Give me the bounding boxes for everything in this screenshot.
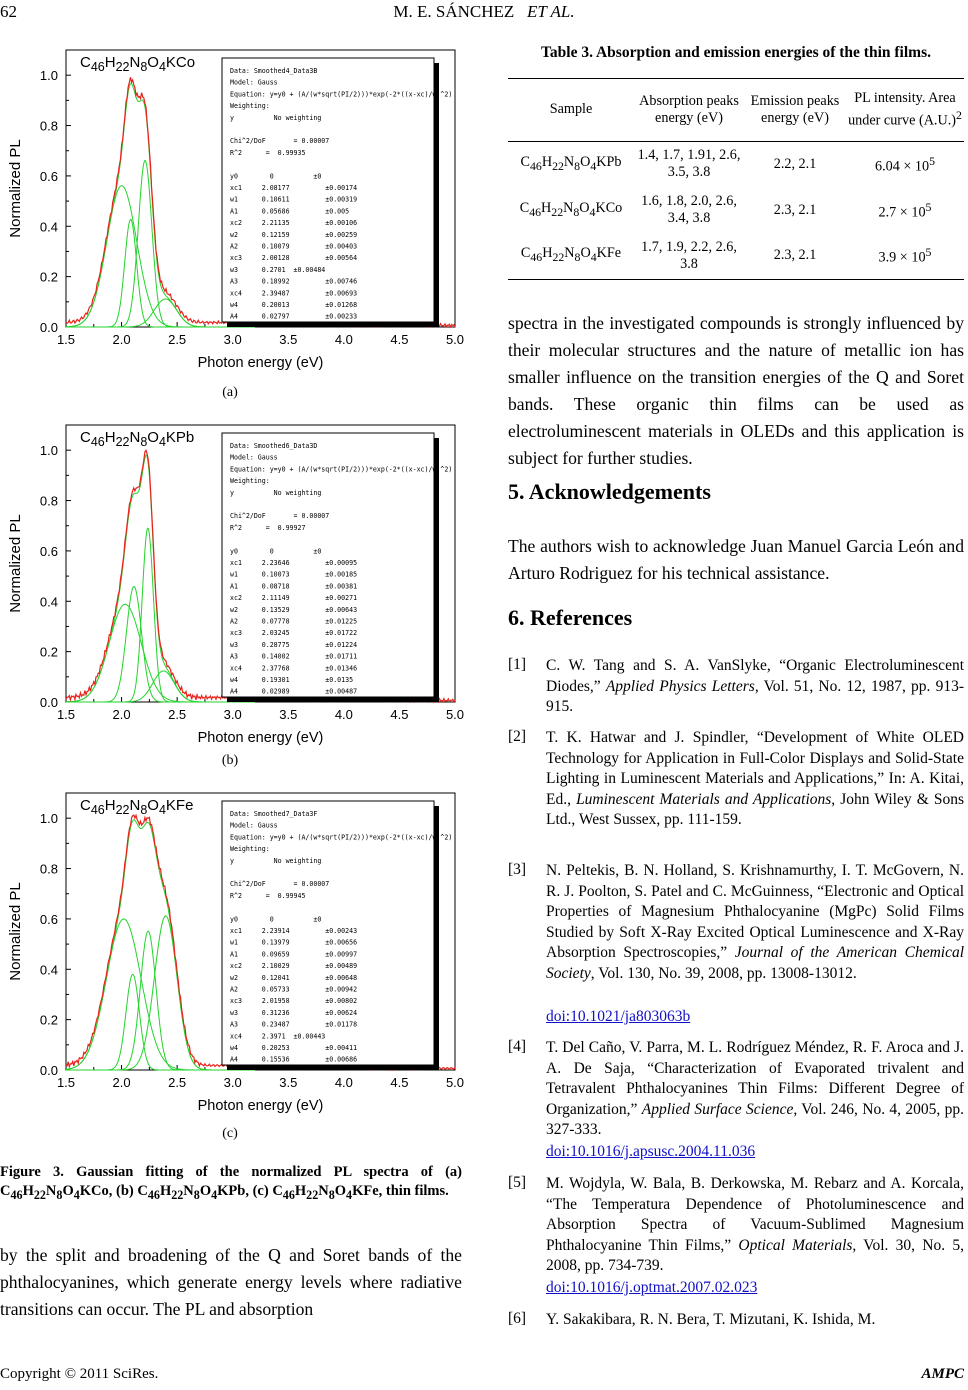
compound-formula: $C_{46}H_{22}N_8O_4KPb$ bbox=[80, 429, 195, 449]
ref-number: [5] bbox=[508, 1174, 527, 1191]
pl-spectrum-chart bbox=[0, 785, 465, 1155]
pl-spectrum-chart bbox=[0, 42, 465, 412]
table-cell: $C_{46}H_{22}N_8O_4KCo$ bbox=[519, 199, 623, 219]
fit-result-line: y0 0 ±0 bbox=[230, 915, 322, 924]
fit-result-line: A1 0.08718 ±0.00381 bbox=[230, 582, 358, 591]
ack-heading: 5. Acknowledgements bbox=[508, 479, 711, 504]
fit-result-line: y0 0 ±0 bbox=[230, 172, 322, 181]
x-tick-label: 3.5 bbox=[279, 707, 298, 722]
reference-item: C. W. Tang and S. A. VanSlyke, “Organic Electroluminescent Diodes,” Applied Physics Letters, Vol. 51, No. 12, 1987, pp. 913-915. bbox=[546, 657, 964, 715]
reference-doi-link[interactable]: doi:10.1016/j.apsusc.2004.11.036 bbox=[546, 1143, 756, 1160]
x-tick-label: 2.5 bbox=[168, 1075, 187, 1090]
x-tick-label: 2.0 bbox=[112, 1075, 131, 1090]
fit-result-line: w3 0.31236 ±0.00624 bbox=[230, 1008, 358, 1017]
reference-item: T. Del Caño, V. Parra, M. L. Rodríguez Méndez, R. F. Aroca and J. A. De Saja, “Characterization of Evaporated trivalent and Tetravalent Phthalocyanines Thin Films: Different Degree of Organization,” Applied Surface Science, Vol. 246, No. 4, 2005, pp. 327-333. bbox=[546, 1039, 964, 1138]
fit-result-line: A3 0.18992 ±0.00746 bbox=[230, 277, 358, 286]
x-tick-label: 4.0 bbox=[334, 1075, 353, 1090]
fit-result-line: Weighting: bbox=[230, 102, 270, 111]
y-tick-label: 0.6 bbox=[39, 911, 58, 927]
y-axis-label: Normalized PL bbox=[7, 139, 24, 238]
fit-result-line: xc1 2.08177 ±0.00174 bbox=[230, 184, 358, 192]
ref-number: [2] bbox=[508, 728, 527, 745]
table-cell: 2.3, 2.1 bbox=[773, 201, 817, 218]
page-number: 62 bbox=[0, 2, 17, 21]
figure-3b bbox=[0, 417, 465, 787]
fit-result-line: A1 0.09659 ±0.00997 bbox=[230, 950, 358, 959]
x-tick-label: 4.5 bbox=[390, 332, 409, 347]
running-header-authors: M. E. SÁNCHEZ bbox=[393, 2, 515, 21]
x-tick-label: 2.0 bbox=[112, 332, 131, 347]
fit-result-line: xc3 2.01958 ±0.00802 bbox=[230, 997, 358, 1006]
fit-result-line: R^2 = 0.99935 bbox=[230, 148, 306, 157]
fit-result-line: Weighting: bbox=[230, 845, 270, 854]
x-tick-label: 4.0 bbox=[334, 332, 353, 347]
fit-result-line: y No weighting bbox=[230, 113, 322, 122]
table-cell: $2.7 \times 10^5$ bbox=[878, 199, 932, 221]
y-tick-label: 0.8 bbox=[39, 118, 58, 134]
y-tick-label: 0.8 bbox=[39, 861, 58, 877]
x-tick-label: 3.0 bbox=[223, 707, 242, 722]
fit-result-line: xc2 2.10029 ±0.00489 bbox=[230, 962, 358, 971]
y-axis-label: Normalized PL bbox=[7, 882, 24, 981]
figure-3b-label: (b) bbox=[221, 753, 239, 768]
table-title: Table 3. Absorption and emission energies of the thin films. bbox=[541, 44, 931, 61]
y-tick-label: 1.0 bbox=[39, 811, 58, 827]
fit-result-line: w1 0.13979 ±0.00656 bbox=[230, 938, 358, 947]
x-tick-label: 1.5 bbox=[56, 707, 76, 722]
fit-result-line: A4 0.02797 ±0.00233 bbox=[230, 312, 358, 321]
footer-copyright: Copyright © 2011 SciRes. bbox=[0, 1366, 159, 1382]
fit-result-line: xc4 2.37768 ±0.01346 bbox=[230, 664, 358, 673]
reference-doi-link[interactable]: doi:10.1021/ja803063b bbox=[546, 1008, 691, 1025]
fit-result-line: R^2 = 0.99945 bbox=[230, 891, 306, 900]
x-tick-label: 1.5 bbox=[56, 1075, 76, 1090]
table-cell: 1.6, 1.8, 2.0, 2.6, 3.4, 3.8 bbox=[641, 193, 737, 226]
fit-result-line: Weighting: bbox=[230, 477, 270, 486]
fit-result-line: xc1 2.23914 ±0.00243 bbox=[230, 927, 358, 935]
pl-spectrum-chart bbox=[0, 417, 465, 787]
ref-number: [4] bbox=[508, 1038, 527, 1055]
right-paragraph: spectra in the investigated compounds is strongly influenced by their molecular structures and the nature of metallic ion has smaller influence on the transition energies of the Q and Soret bands. These organic thin films can be used as electroluminescent materials in OLEDs and this application is subject for further studies. bbox=[508, 313, 964, 468]
y-tick-label: 0.4 bbox=[39, 962, 58, 978]
x-axis-label: Photon energy (eV) bbox=[197, 1098, 324, 1114]
fit-result-line: A1 0.05686 ±0.005 bbox=[230, 207, 350, 216]
compound-formula: $C_{46}H_{22}N_8O_4KFe$ bbox=[80, 797, 194, 817]
x-tick-label: 4.5 bbox=[390, 707, 409, 722]
compound-label bbox=[80, 427, 230, 455]
fit-result-line: A3 0.23487 ±0.01178 bbox=[230, 1020, 358, 1029]
footer-journal: AMPC bbox=[921, 1366, 964, 1382]
y-axis-label: Normalized PL bbox=[7, 514, 24, 613]
y-tick-label: 0.6 bbox=[39, 168, 58, 184]
ref-number: [1] bbox=[508, 656, 527, 673]
compound-label bbox=[80, 795, 230, 823]
table-header-cell: Emission peaks energy (eV) bbox=[750, 92, 840, 126]
fit-result-line: A2 0.05733 ±0.00942 bbox=[230, 985, 358, 994]
fit-result-line: w2 0.12159 ±0.00259 bbox=[230, 230, 358, 239]
x-tick-label: 3.0 bbox=[223, 1075, 242, 1090]
x-tick-label: 3.5 bbox=[279, 1075, 298, 1090]
compound-formula: $C_{46}H_{22}N_8O_4KCo$ bbox=[80, 54, 196, 74]
running-header-etal: ET AL. bbox=[527, 2, 575, 21]
y-tick-label: 0.4 bbox=[39, 594, 58, 610]
x-tick-label: 4.5 bbox=[390, 1075, 409, 1090]
reference-item: M. Wojdyla, W. Bala, B. Derkowska, M. Rebarz and A. Korcala, “The Temperatura Dependence of Photoluminescence and Absorption Spectra of Vacuum-Sublimed Magnesium Phthalocyanine Thin Films,” Optical Materials, Vol. 30, No. 5, 2008, pp. 734-739. bbox=[546, 1175, 964, 1274]
fit-result-line: Equation: y=y0 + (A/(w*sqrt(PI/2)))*exp(-2*((x-xc)/w)^2) bbox=[230, 90, 453, 99]
table-cell: 1.4, 1.7, 1.91, 2.6, 3.5, 3.8 bbox=[637, 147, 741, 181]
x-tick-label: 2.5 bbox=[168, 332, 187, 347]
references-heading: 6. References bbox=[508, 605, 633, 630]
x-tick-label: 3.5 bbox=[279, 332, 298, 347]
fit-result-line: y No weighting bbox=[230, 488, 322, 497]
fit-result-line: Chi^2/DoF = 0.00007 bbox=[230, 137, 330, 146]
y-tick-label: 0.0 bbox=[39, 695, 58, 710]
y-tick-label: 0.0 bbox=[39, 1063, 58, 1078]
fit-result-line: Model: Gauss bbox=[230, 821, 278, 830]
fit-result-line: w2 0.12041 ±0.00648 bbox=[230, 973, 358, 982]
fit-result-line: Chi^2/DoF = 0.00007 bbox=[230, 512, 330, 521]
figure-3c-label: (c) bbox=[222, 1126, 238, 1141]
running-header bbox=[0, 2, 968, 22]
fit-result-line: A4 0.02989 ±0.00487 bbox=[230, 687, 358, 696]
y-tick-label: 0.4 bbox=[39, 219, 58, 235]
fit-result-line: xc1 2.23646 ±0.00095 bbox=[230, 559, 358, 567]
fit-result-line: xc2 2.21135 ±0.00106 bbox=[230, 219, 358, 228]
fit-result-line: w3 0.2701 ±0.00484 bbox=[230, 265, 326, 274]
fit-result-line: Chi^2/DoF = 0.00007 bbox=[230, 880, 330, 889]
fit-result-line: xc3 2.03245 ±0.01722 bbox=[230, 629, 358, 638]
fit-result-line: y0 0 ±0 bbox=[230, 547, 322, 556]
y-tick-label: 0.2 bbox=[39, 1012, 58, 1028]
fit-result-line: A2 0.07778 ±0.01225 bbox=[230, 617, 358, 626]
table-cell: $C_{46}H_{22}N_8O_4KPb$ bbox=[520, 153, 622, 173]
figure-3a-label: (a) bbox=[222, 385, 238, 400]
reference-doi-link[interactable]: doi:10.1016/j.optmat.2007.02.023 bbox=[546, 1279, 758, 1296]
x-tick-label: 1.5 bbox=[56, 332, 76, 347]
fit-result-line: w1 0.10611 ±0.00319 bbox=[230, 195, 358, 204]
fit-result-line: w2 0.13529 ±0.00643 bbox=[230, 605, 358, 614]
ref-number: [3] bbox=[508, 861, 527, 878]
x-tick-label: 5.0 bbox=[445, 332, 465, 347]
table-cell: 2.2, 2.1 bbox=[773, 155, 817, 172]
table-header-cell: Absorption peaks energy (eV) bbox=[639, 92, 739, 126]
table-header-cell: Sample bbox=[549, 101, 593, 118]
y-tick-label: 1.0 bbox=[39, 68, 58, 84]
fit-result-line: Equation: y=y0 + (A/(w*sqrt(PI/2)))*exp(-2*((x-xc)/w)^2) bbox=[230, 833, 453, 842]
fit-result-line: A4 0.15536 ±0.00686 bbox=[230, 1055, 358, 1064]
fit-result-line: xc4 2.3971 ±0.00443 bbox=[230, 1032, 326, 1041]
y-tick-label: 1.0 bbox=[39, 443, 58, 459]
table-cell: $6.04 \times 10^5$ bbox=[874, 153, 936, 175]
reference-item: T. K. Hatwar and J. Spindler, “Development of White OLED Technology for Application in Full-Color Displays and Solid-State Lighting in Luminescent Materials and Applications,” In: A. Kitai, Ed., Luminescent Materials and Applications, John Wiley & Sons Ltd., West Sussex, pp. 111-159. bbox=[546, 729, 965, 828]
left-paragraph: by the split and broadening of the Q and Soret bands of the phthalocyanines, which generate energy levels where radiative transitions can occur. The PL and absorption bbox=[0, 1245, 462, 1319]
x-tick-label: 5.0 bbox=[445, 1075, 465, 1090]
fit-result-line: xc4 2.39487 ±0.00693 bbox=[230, 289, 358, 298]
fit-result-line: Model: Gauss bbox=[230, 453, 278, 462]
x-tick-label: 3.0 bbox=[223, 332, 242, 347]
table-3 bbox=[508, 79, 964, 280]
x-tick-label: 2.0 bbox=[112, 707, 131, 722]
compound-label bbox=[80, 52, 230, 80]
figure-caption: Figure 3. Gaussian fitting of the normalized PL spectra of (a) $C_{46}H_{22}N_8O_4KCo$, (b) $C_{46}H_{22}N_8O_4KPb$, (c) $C_{46}H_{22}N_8O_4KFe$, thin films. bbox=[0, 1164, 462, 1202]
table-header-cell: PL intensity. Area under curve $(A.U.)^2$ bbox=[848, 89, 962, 129]
fit-result-line: y No weighting bbox=[230, 856, 322, 865]
y-tick-label: 0.8 bbox=[39, 493, 58, 509]
x-axis-label: Photon energy (eV) bbox=[197, 730, 324, 746]
fit-result-line: xc2 2.11149 ±0.00271 bbox=[230, 594, 358, 603]
x-tick-label: 4.0 bbox=[334, 707, 353, 722]
fit-result-line: Equation: y=y0 + (A/(w*sqrt(PI/2)))*exp(-2*((x-xc)/w)^2) bbox=[230, 465, 453, 474]
y-tick-label: 0.2 bbox=[39, 644, 58, 660]
fit-result-line: Model: Gauss bbox=[230, 78, 278, 87]
reference-item: Y. Sakakibara, R. N. Bera, T. Mizutani, K. Ishida, M. bbox=[546, 1311, 876, 1328]
x-axis-label: Photon energy (eV) bbox=[197, 355, 324, 371]
fit-result-line: Data: Smoothed6_Data3D bbox=[230, 442, 318, 450]
y-tick-label: 0.6 bbox=[39, 543, 58, 559]
fit-result-line: w1 0.10073 ±0.00185 bbox=[230, 570, 358, 579]
fit-result-line: A2 0.10079 ±0.00403 bbox=[230, 242, 358, 251]
reference-item: N. Peltekis, B. N. Holland, S. Krishnamurthy, I. T. McGovern, N. R. J. Poolton, S. Patel and C. McGuinness, “Electronic and Optical Properties of Magnesium Phthalocyanine (MgPc) Solid Films Studied by Soft X-Ray Excited Optical Luminescence and X-Ray Absorption Spectroscopies,” Journal of the American Chemical Society, Vol. 130, No. 39, 2008, pp. 13008-13012. bbox=[546, 862, 965, 982]
fit-result-line: Data: Smoothed7_Data3F bbox=[230, 810, 318, 818]
table-row bbox=[508, 141, 964, 187]
y-tick-label: 0.2 bbox=[39, 269, 58, 285]
fit-result-line: w4 0.20013 ±0.01268 bbox=[230, 301, 358, 309]
table-header-row bbox=[508, 79, 964, 141]
ack-text: The authors wish to acknowledge Juan Manuel Garcia León and Arturo Rodriguez for his technical assistance. bbox=[508, 536, 964, 583]
table-row bbox=[508, 233, 964, 279]
x-tick-label: 2.5 bbox=[168, 707, 187, 722]
table-cell: 2.3, 2.1 bbox=[773, 247, 817, 264]
table-cell: $C_{46}H_{22}N_8O_4KFe$ bbox=[520, 245, 622, 265]
fit-result-line: w4 0.20253 ±0.00411 bbox=[230, 1044, 358, 1052]
table-cell: 1.7, 1.9, 2.2, 2.6, 3.8 bbox=[641, 238, 737, 272]
figure-3c bbox=[0, 785, 465, 1155]
fit-result-line: w3 0.28775 ±0.01224 bbox=[230, 640, 358, 649]
fit-result-line: w4 0.19301 ±0.0135 bbox=[230, 676, 354, 684]
x-tick-label: 5.0 bbox=[445, 707, 465, 722]
table-row bbox=[508, 187, 964, 233]
fit-result-line: A3 0.14002 ±0.01711 bbox=[230, 652, 358, 661]
fit-result-line: Data: Smoothed4_Data3B bbox=[230, 67, 318, 75]
y-tick-label: 0.0 bbox=[39, 320, 58, 335]
ref-number: [6] bbox=[508, 1310, 527, 1327]
fit-result-line: R^2 = 0.99927 bbox=[230, 523, 306, 532]
table-cell: $3.9 \times 10^5$ bbox=[878, 245, 932, 267]
figure-3a bbox=[0, 42, 465, 412]
fit-result-line: xc3 2.00128 ±0.00564 bbox=[230, 254, 358, 263]
